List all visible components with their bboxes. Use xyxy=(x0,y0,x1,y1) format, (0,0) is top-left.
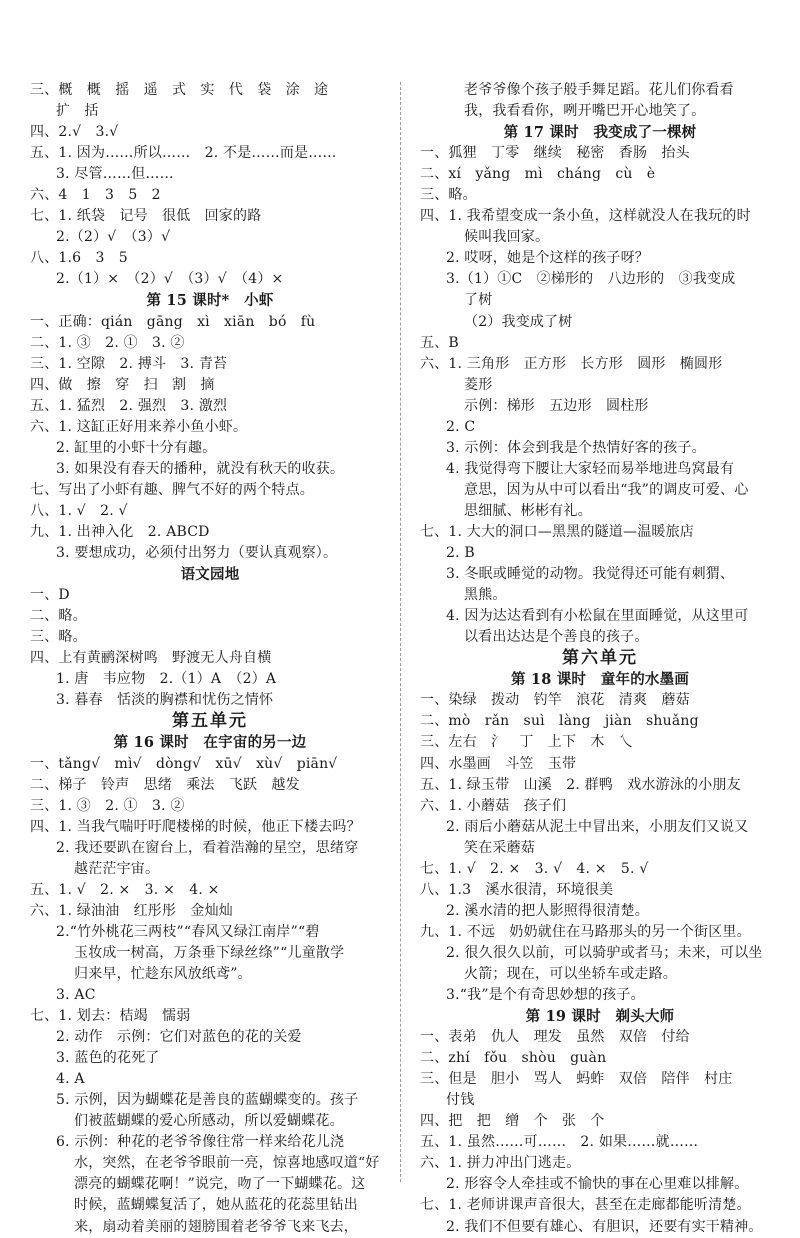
answer-line: 七、1. √ 2. × 3. √ 4. × 5. √ xyxy=(420,860,649,877)
answer-line: 4. 因为达达看到有小松鼠在里面睡觉，从这里可 xyxy=(446,608,749,625)
answer-line: 二、1. ③ 2. ① 3. ② xyxy=(30,334,185,351)
answer-line: 二、略。 xyxy=(30,608,87,625)
answer-line: 3. 示例：体会到我是个热情好客的孩子。 xyxy=(446,439,706,456)
lesson-heading: 第 16 课时 在宇宙的另一边 xyxy=(113,734,307,752)
answer-line: 五、1. 因为……所以…… 2. 不是……而是…… xyxy=(30,145,337,162)
answer-line: 2. 形容令人牵挂或不愉快的事在心里难以排解。 xyxy=(446,1176,749,1193)
unit-heading: 第六单元 xyxy=(562,648,638,669)
answer-line: 菱形 xyxy=(464,376,493,393)
answer-line: 示例：梯形 五边形 圆柱形 xyxy=(464,397,649,414)
right-column xyxy=(420,80,780,1238)
answer-line: 2. B xyxy=(446,545,475,562)
answer-line: 笑在采蘑菇 xyxy=(464,839,535,856)
answer-line: 九、1. 出神入化 2. ABCD xyxy=(30,523,210,540)
answer-line: 2.（1）× （2）√ （3）√ （4）× xyxy=(56,271,284,288)
answer-line: 水，突然，在老爷爷眼前一亮，惊喜地感叹道“好 xyxy=(74,1155,380,1172)
column-divider xyxy=(400,82,401,1182)
answer-line: 2. 我还要趴在窗台上，看着浩瀚的星空，思绪穿 xyxy=(56,839,359,856)
answer-line: 二、mò rǎn suì làng jiàn shuǎng xyxy=(420,713,699,730)
answer-line: 七、1. 划去：桔竭 懦弱 xyxy=(30,1008,191,1025)
unit-heading: 第五单元 xyxy=(172,711,248,732)
answer-line: 3. 如果没有春天的播种，就没有秋天的收获。 xyxy=(56,460,345,477)
answer-line: 2.（2）√ （3）√ xyxy=(56,229,171,246)
answer-line: 4. A xyxy=(56,1071,85,1088)
answer-line: 七、写出了小虾有趣、脾气不好的两个特点。 xyxy=(30,481,314,498)
answer-line: 二、梯子 铃声 思绪 乘法 飞跃 越发 xyxy=(30,776,300,793)
answer-line: 4. 我觉得弯下腰让大家轻而易举地进鸟窝最有 xyxy=(446,460,735,477)
answer-line: 3. 暮春 恬淡的胸襟和忧伤之情怀 xyxy=(56,692,274,709)
answer-line: 四、上有黄鹂深树鸣 野渡无人舟自横 xyxy=(30,650,272,667)
answer-line: 四、把 把 缯 个 张 个 xyxy=(420,1113,605,1130)
answer-line: 以看出达达是个善良的孩子。 xyxy=(464,629,649,646)
lesson-heading: 第 18 课时 童年的水墨画 xyxy=(510,671,690,689)
answer-line: 付钱 xyxy=(446,1092,475,1109)
answer-line: 八、1.3 溪水很清，环境很美 xyxy=(420,881,614,898)
answer-line: 七、1. 纸袋 记号 很低 回家的路 xyxy=(30,208,262,225)
answer-line: 八、1.6 3 5 xyxy=(30,250,128,267)
answer-line: 2. 动作 示例：它们对蓝色的花的关爱 xyxy=(56,1029,302,1046)
answer-line: 2. C xyxy=(446,418,476,435)
answer-line: 六、1. 小蘑菇 孩子们 xyxy=(420,797,567,814)
answer-line: 2. 缸里的小虾十分有趣。 xyxy=(56,439,217,456)
answer-line: 四、1. 当我气喘吁吁爬楼梯的时候，他正下楼去吗？ xyxy=(30,818,361,835)
answer-line: 六、1. 三角形 正方形 长方形 圆形 椭圆形 xyxy=(420,355,723,372)
answer-line: 一、染绿 拨动 钓竿 浪花 清爽 蘑菇 xyxy=(420,692,690,709)
answer-line: 2. 雨后小蘑菇从泥土中冒出来，小朋友们又说又 xyxy=(446,818,749,835)
answer-line: 六、1. 拼力冲出门逃走。 xyxy=(420,1155,581,1172)
answer-line: 1. 唐 韦应物 2.（1）A （2）A xyxy=(56,671,277,688)
answer-line: 二、xí yǎng mì cháng cù è xyxy=(420,166,656,183)
answer-line: 三、1. ③ 2. ① 3. ② xyxy=(30,797,185,814)
answer-line: 一、狐狸 丁零 继续 秘密 香肠 抬头 xyxy=(420,145,690,162)
lesson-heading: 第 15 课时* 小虾 xyxy=(146,292,274,310)
answer-line: 一、正确：qián gāng xì xiān bó fù xyxy=(30,313,316,330)
lesson-heading: 语文园地 xyxy=(180,566,240,584)
answer-line: 们被蓝蝴蝶的爱心所感动，所以爱蝴蝶花。 xyxy=(74,1113,344,1130)
answer-line: 我，我看看你，咧开嘴巴开心地笑了。 xyxy=(464,103,706,120)
answer-line: 黑熊。 xyxy=(464,587,507,604)
answer-line: 了树 xyxy=(464,292,493,309)
answer-line: 思细腻、彬彬有礼。 xyxy=(464,502,592,519)
answer-line: 3. 冬眠或睡觉的动物。我觉得还可能有刺猬、 xyxy=(446,566,735,583)
answer-line: 6. 示例：种花的老爷爷像往常一样来给花儿浇 xyxy=(56,1134,345,1151)
answer-line: 五、1. 猛烈 2. 强烈 3. 激烈 xyxy=(30,397,228,414)
answer-line: 3. AC xyxy=(56,987,96,1004)
answer-line: 六、4 1 3 5 2 xyxy=(30,187,161,204)
answer-line: 2. 我们不但要有雄心、有胆识，还要有实干精神。 xyxy=(446,1218,763,1235)
answer-line: 3.“我”是个有奇思妙想的孩子。 xyxy=(446,987,645,1004)
answer-line: 2. 很久很久以前，可以骑驴或者马；未来，可以坐 xyxy=(446,944,763,961)
answer-line: 5. 示例，因为蝴蝶花是善良的蓝蝴蝶变的。孩子 xyxy=(56,1092,359,1109)
answer-line: 三、1. 空隙 2. 搏斗 3. 青苔 xyxy=(30,355,228,372)
answer-line: 3.（1）①C ②梯形的 八边形的 ③我变成 xyxy=(446,271,736,288)
answer-line: 2. 溪水清的把人影照得很清楚。 xyxy=(446,902,650,919)
answer-line: 六、1. 这缸正好用来养小鱼小虾。 xyxy=(30,418,248,435)
answer-line: 四、1. 我希望变成一条小鱼，这样就没人在我玩的时 xyxy=(420,208,751,225)
answer-line: 归来早，忙趁东风放纸鸢”。 xyxy=(74,965,252,982)
answer-line: 一、表弟 仇人 理发 虽然 双倍 付给 xyxy=(420,1029,690,1046)
left-column xyxy=(30,80,390,1238)
answer-line: 3. 尽管……但…… xyxy=(56,166,174,183)
answer-line: 三、略。 xyxy=(420,187,477,204)
answer-line: 五、1. 绿玉带 山溪 2. 群鸭 戏水游泳的小朋友 xyxy=(420,776,741,793)
answer-line: 2. 哎呀，她是个这样的孩子呀？ xyxy=(446,250,650,267)
answer-line: 一、D xyxy=(30,587,70,604)
answer-line: 来，扇动着美丽的翅膀围着老爷爷飞来飞去， xyxy=(74,1218,358,1235)
answer-line: 一、tǎng√ mì√ dòng√ xū√ xù√ piān√ xyxy=(30,755,338,772)
answer-line: 3. 蓝色的花死了 xyxy=(56,1050,160,1067)
answer-line: 七、1. 老师讲课声音很大，甚至在走廊都能听清楚。 xyxy=(420,1197,751,1214)
answer-line: 四、做 擦 穿 扫 割 摘 xyxy=(30,376,215,393)
answer-line: 扩 括 xyxy=(56,103,99,120)
answer-line: 三、左右 氵 丁 上下 木 乀 xyxy=(420,734,633,751)
answer-line: 三、但是 胆小 骂人 蚂蚱 双倍 陪伴 村庄 xyxy=(420,1071,733,1088)
answer-line: 2.“竹外桃花三两枝”“春风又绿江南岸”“碧 xyxy=(56,923,320,940)
answer-line: 老爷爷像个孩子般手舞足蹈。花儿们你看看 xyxy=(464,82,734,98)
answer-line: 七、1. 大大的洞口—黑黑的隧道—温暖旅店 xyxy=(420,523,695,540)
answer-line: 五、B xyxy=(420,334,459,351)
answer-line: 四、水墨画 斗笠 玉带 xyxy=(420,755,577,772)
answer-line: 越茫茫宇宙。 xyxy=(74,860,160,877)
answer-line: 候叫我回家。 xyxy=(464,229,550,246)
answer-line: 八、1. √ 2. √ xyxy=(30,502,128,519)
lesson-heading: 第 17 课时 我变成了一棵树 xyxy=(503,124,697,142)
answer-line: 九、1. 不远 奶奶就住在马路那头的另一个街区里。 xyxy=(420,923,751,940)
answer-line: （2）我变成了树 xyxy=(464,313,573,330)
answer-line: 三、概 概 摇 遥 式 实 代 袋 涂 途 xyxy=(30,82,329,98)
answer-line: 意思，因为从中可以看出“我”的调皮可爱、心 xyxy=(464,481,749,498)
answer-line: 时候，蓝蝴蝶复活了，她从蓝花的花蕊里钻出 xyxy=(74,1197,358,1214)
answer-line: 火箭；现在，可以坐轿车或走路。 xyxy=(464,965,677,982)
answer-line: 二、zhí fǒu shòu guàn xyxy=(420,1050,607,1067)
answer-line: 玉妆成一树高，万条垂下绿丝绦”“儿童散学 xyxy=(74,944,345,961)
lesson-heading: 第 19 课时 剃头大师 xyxy=(525,1008,675,1026)
answer-line: 四、2.√ 3.√ xyxy=(30,124,119,141)
answer-line: 六、1. 绿油油 红彤彤 金灿灿 xyxy=(30,902,234,919)
answer-line: 五、1. 虽然……可…… 2. 如果……就…… xyxy=(420,1134,699,1151)
answer-line: 五、1. √ 2. × 3. × 4. × xyxy=(30,881,220,898)
answer-line: 漂亮的蝴蝶花啊！”说完，吻了一下蝴蝶花。这 xyxy=(74,1176,366,1193)
answer-line: 三、略。 xyxy=(30,629,87,646)
answer-line: 3. 要想成功，必须付出努力（要认真观察）。 xyxy=(56,545,338,562)
